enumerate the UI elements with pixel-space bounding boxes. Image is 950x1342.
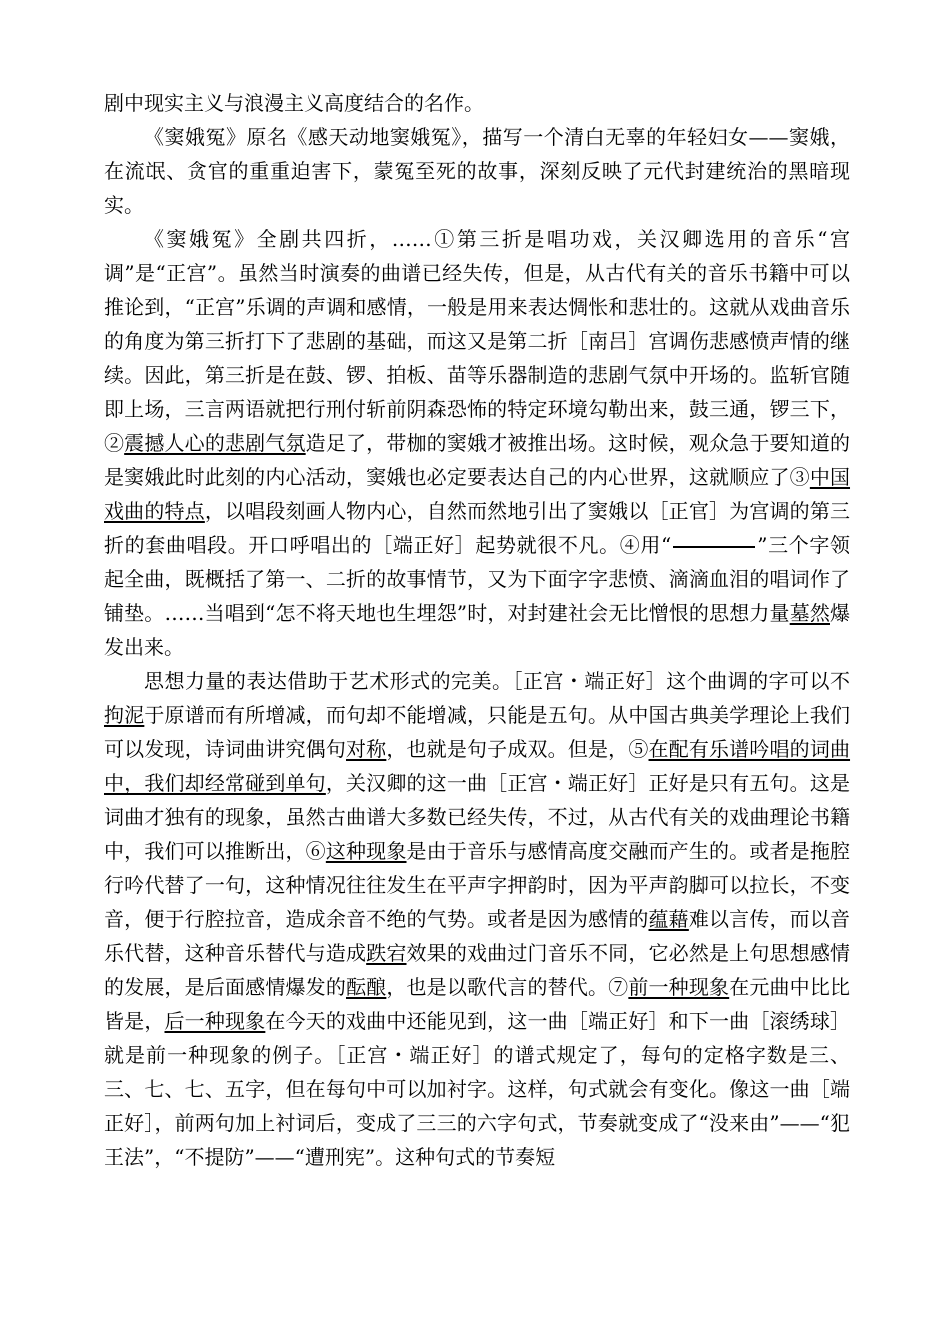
text-segment: 难以言传，而以音乐代替，这种音乐替代与造成 — [104, 907, 851, 965]
text-segment: ，也是以歌代言的替代。⑦ — [386, 975, 629, 999]
paragraph-intro-tail — [104, 86, 850, 120]
underlined-phrase: 后一种现象 — [164, 1009, 266, 1033]
underlined-phrase: 对称 — [346, 737, 387, 761]
underlined-phrase: 震撼人心的悲剧气氛 — [124, 431, 306, 455]
text-segment: 在今天的戏曲中还能见到，这一曲［端正好］和下一曲［滚绣球］就是前一种现象的例子。［正宫・端正好］的谱式规定了，每句的定格字数是三、三、七、七、五字，但在每句中可以加衬字。这样，句式就会有变化。像这一曲［端正好］，前两句加上衬词后，变成了三三的六字句式，节奏就变成了“没来由”——“犯王法”，“不提防”——“遭刑宪”。这种句式的节奏短 — [104, 1009, 851, 1169]
text-segment: ，也就是句子成双。但是，⑤ — [386, 737, 649, 761]
text-segment: 是由于音乐与感情高度交融而产生的。或者是拖腔行吟代替了一句，这种情况往往发生在平声字押韵时，因为平声韵脚可以拉长，不变音，便于行腔拉音，造成余音不绝的气势。或者是因为感情的 — [104, 839, 851, 931]
text-segment: 爆发出来。 — [104, 601, 850, 659]
text-segment: ，关汉卿的这一曲［正宫・端正好］正好是只有五句。这是词曲才独有的现象，虽然古曲谱大多数已经失传，不过，从古代有关的戏曲理论书籍中，我们可以推断出，⑥ — [104, 771, 851, 863]
paragraph-third-act — [104, 222, 850, 664]
text-segment: 效果的戏曲过门音乐不同，它必然是上句思想感情的发展，是后面感情爆发的 — [104, 941, 851, 999]
text-segment: 造足了，带枷的窦娥才被推出场。这时候，观众急于要知道的是窦娥此时此刻的内心活动，窦娥也必定要表达自己的内心世界，这就顺应了③ — [104, 431, 851, 489]
underlined-phrase: 拘泥 — [104, 703, 145, 727]
answer-blank[interactable] — [673, 546, 755, 548]
document-page — [104, 86, 850, 1174]
text-segment: 《窦娥冤》原名《感天动地窦娥冤》，描写一个清白无辜的年轻妇女——窦娥，在流氓、贪官的重重迫害下，蒙冤至死的故事，深刻反映了元代封建统治的黑暗现实。 — [104, 125, 850, 217]
text-segment: 思想力量的表达借助于艺术形式的完美。［正宫・端正好］这个曲调的字可以不 — [144, 669, 850, 693]
text-segment: 《窦娥冤》全剧共四折，……①第三折是唱功戏，关汉卿选用的音乐“宫调”是“正宫”。虽然当时演奏的曲谱已经失传，但是，从古代有关的音乐书籍中可以推论到，“正宫”乐调的声调和感情，一般是用来表达惆怅和悲壮的。这就从戏曲音乐的角度为第三折打下了悲剧的基础，而这又是第二折［南吕］宫调伤悲感愤声情的继续。因此，第三折是在鼓、锣、拍板、苗等乐器制造的悲剧气氛中开场的。监斩官随即上场，三言两语就把行刑付斩前阴森恐怖的特定环境勾勒出来，鼓三通，锣三下，② — [104, 227, 850, 455]
underlined-phrase: 墓然 — [789, 601, 830, 625]
paragraph-art-form — [104, 664, 850, 1174]
underlined-phrase: 蕴藉 — [648, 907, 689, 931]
underlined-phrase: 酝酿 — [346, 975, 387, 999]
paragraph-synopsis — [104, 120, 850, 222]
underlined-phrase: 这种现象 — [325, 839, 407, 863]
text-segment: 在元曲中比比皆是， — [104, 975, 851, 1033]
underlined-phrase: 在配有乐谱吟唱的词曲中，我们却经常碰到单句 — [104, 737, 851, 795]
underlined-phrase: 前一种现象 — [628, 975, 730, 999]
text-segment: ，以唱段刻画人物内心，自然而然地引出了窦娥以［正官］为宫调的第三折的套曲唱段。开口呼唱出的［端正好］起势就很不凡。④用“ — [104, 499, 851, 557]
text-segment: 剧中现实主义与浪漫主义高度结合的名作。 — [104, 91, 484, 115]
underlined-phrase: 跌宕 — [366, 941, 407, 965]
text-segment: 于原谱而有所增减，而句却不能增减，只能是五句。从中国古典美学理论上我们可以发现，诗词曲讲究偶句 — [104, 703, 851, 761]
text-segment: ”三个字领起全曲，既概括了第一、二折的故事情节，又为下面字字悲愤、滴滴血泪的唱词作了铺垫。……当唱到“怎不将天地也生埋怨”时，对封建社会无比憎恨的思想力量 — [104, 533, 850, 625]
underlined-phrase: 中国戏曲的特点 — [104, 465, 851, 523]
